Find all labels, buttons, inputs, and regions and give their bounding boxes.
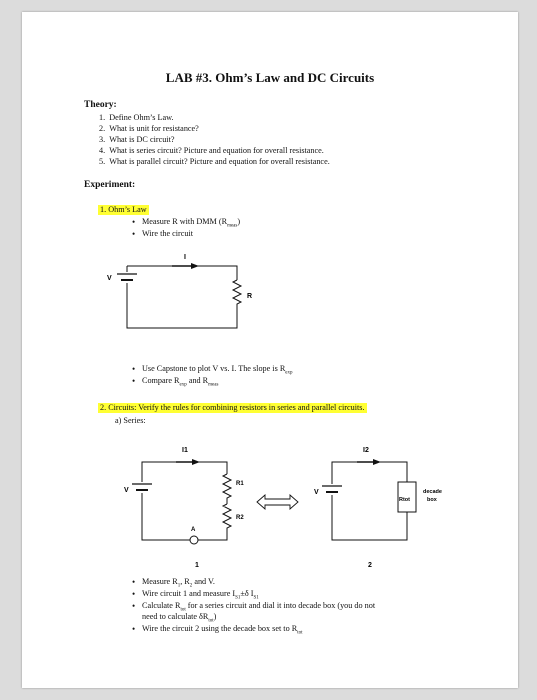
subscript: meas [227, 223, 238, 229]
subscript: exp [179, 382, 187, 388]
item-text: What is DC circuit? [109, 135, 175, 144]
voltage-label: V [124, 487, 129, 494]
box-label: box [427, 497, 437, 503]
list-item [99, 113, 174, 123]
battery-icon [117, 274, 137, 280]
bullet-compare [142, 376, 218, 391]
bullet-text: Use Capstone to plot V vs. I. The slope is R [142, 364, 286, 373]
battery-icon [132, 484, 152, 490]
bullet-text: Calculate R [142, 601, 181, 610]
subscript: tot [208, 618, 214, 624]
current-label: I1 [182, 447, 188, 454]
ammeter-icon [190, 536, 198, 544]
circuit1-number: 1 [195, 562, 199, 569]
item-number: 2. [99, 124, 106, 133]
r1-label: R1 [236, 481, 244, 487]
subscript: 1 [177, 583, 181, 589]
item-text: What is unit for resistance? [109, 124, 199, 133]
double-arrow-icon [257, 495, 298, 509]
bullet-text: Compare R [142, 376, 180, 385]
list-item [99, 157, 330, 167]
bullet-wire-circuit: • Wire the circuit [142, 229, 193, 239]
subscript: tot [180, 607, 186, 613]
rtot-label: Rtot [399, 497, 410, 503]
voltage-label: V [107, 275, 112, 282]
bullet-text: Measure R [142, 577, 178, 586]
list-item [99, 146, 324, 156]
bullet-text: Wire the circuit 2 using the decade box set to R [142, 624, 298, 633]
bullet-text: Wire circuit 1 and measure I [142, 589, 236, 598]
list-item [99, 135, 175, 145]
item-text: Define Ohm’s Law. [109, 113, 174, 122]
bullet-text: and V. [192, 577, 215, 586]
item-number: 3. [99, 135, 106, 144]
circuit-wires [127, 266, 241, 328]
bullet-text: for a series circuit and dial it into decade box (you do not [185, 601, 376, 610]
ohms-law-circuit [87, 240, 267, 340]
series-label: a) Series: [115, 416, 146, 425]
subscript: meas [208, 382, 219, 388]
arrow-icon [357, 459, 381, 465]
list-item [99, 124, 199, 134]
bullet-text: ) [237, 217, 241, 226]
page-title: LAB #3. Ohm’s Law and DC Circuits [165, 70, 375, 85]
current-label: I2 [363, 447, 369, 454]
subscript: 2 [189, 583, 193, 589]
item-number: 4. [99, 146, 106, 155]
item-number: 1. [99, 113, 106, 122]
subscript: S1 [235, 595, 241, 601]
decade-label: decade [423, 489, 442, 495]
bullet-text: need to calculate δR [142, 612, 209, 621]
section2-label: 2. Circuits: Verify the rules for combining resistors in series and parallel circuits. [100, 403, 365, 412]
document-page [22, 12, 518, 688]
bullet-text: and R [186, 376, 209, 385]
circuit2-number: 2 [368, 562, 372, 569]
item-text: What is series circuit? Picture and equation for overall resistance. [109, 146, 324, 155]
subscript: S1 [253, 595, 259, 601]
experiment-heading: Experiment: [84, 180, 136, 190]
circuit2-wires [332, 462, 407, 540]
bullet-text: Measure R with DMM (R [142, 217, 228, 226]
ammeter-label: A [191, 527, 196, 533]
circuit1-wires [142, 462, 231, 540]
item-number: 5. [99, 157, 106, 166]
bullet-text: , R [180, 577, 190, 586]
arrow-icon [176, 459, 200, 465]
bullet-wire-circuit2 [142, 624, 302, 639]
resistor-label: R [247, 293, 253, 300]
r2-label: R2 [236, 515, 244, 521]
arrow-icon [172, 263, 199, 269]
subscript: tot [297, 630, 303, 636]
current-label: I [184, 254, 186, 261]
battery-icon [322, 486, 342, 492]
series-circuits-figure [112, 432, 442, 570]
item-text: What is parallel circuit? Picture and equation for overall resistance. [109, 157, 330, 166]
theory-heading: Theory: [84, 100, 117, 110]
bullet-text: ±δ I [240, 589, 254, 598]
subscript: exp [285, 370, 293, 376]
section1-label: 1. Ohm’s Law [100, 205, 147, 214]
bullet-text: ) [213, 612, 217, 621]
voltage-label: V [314, 489, 319, 496]
